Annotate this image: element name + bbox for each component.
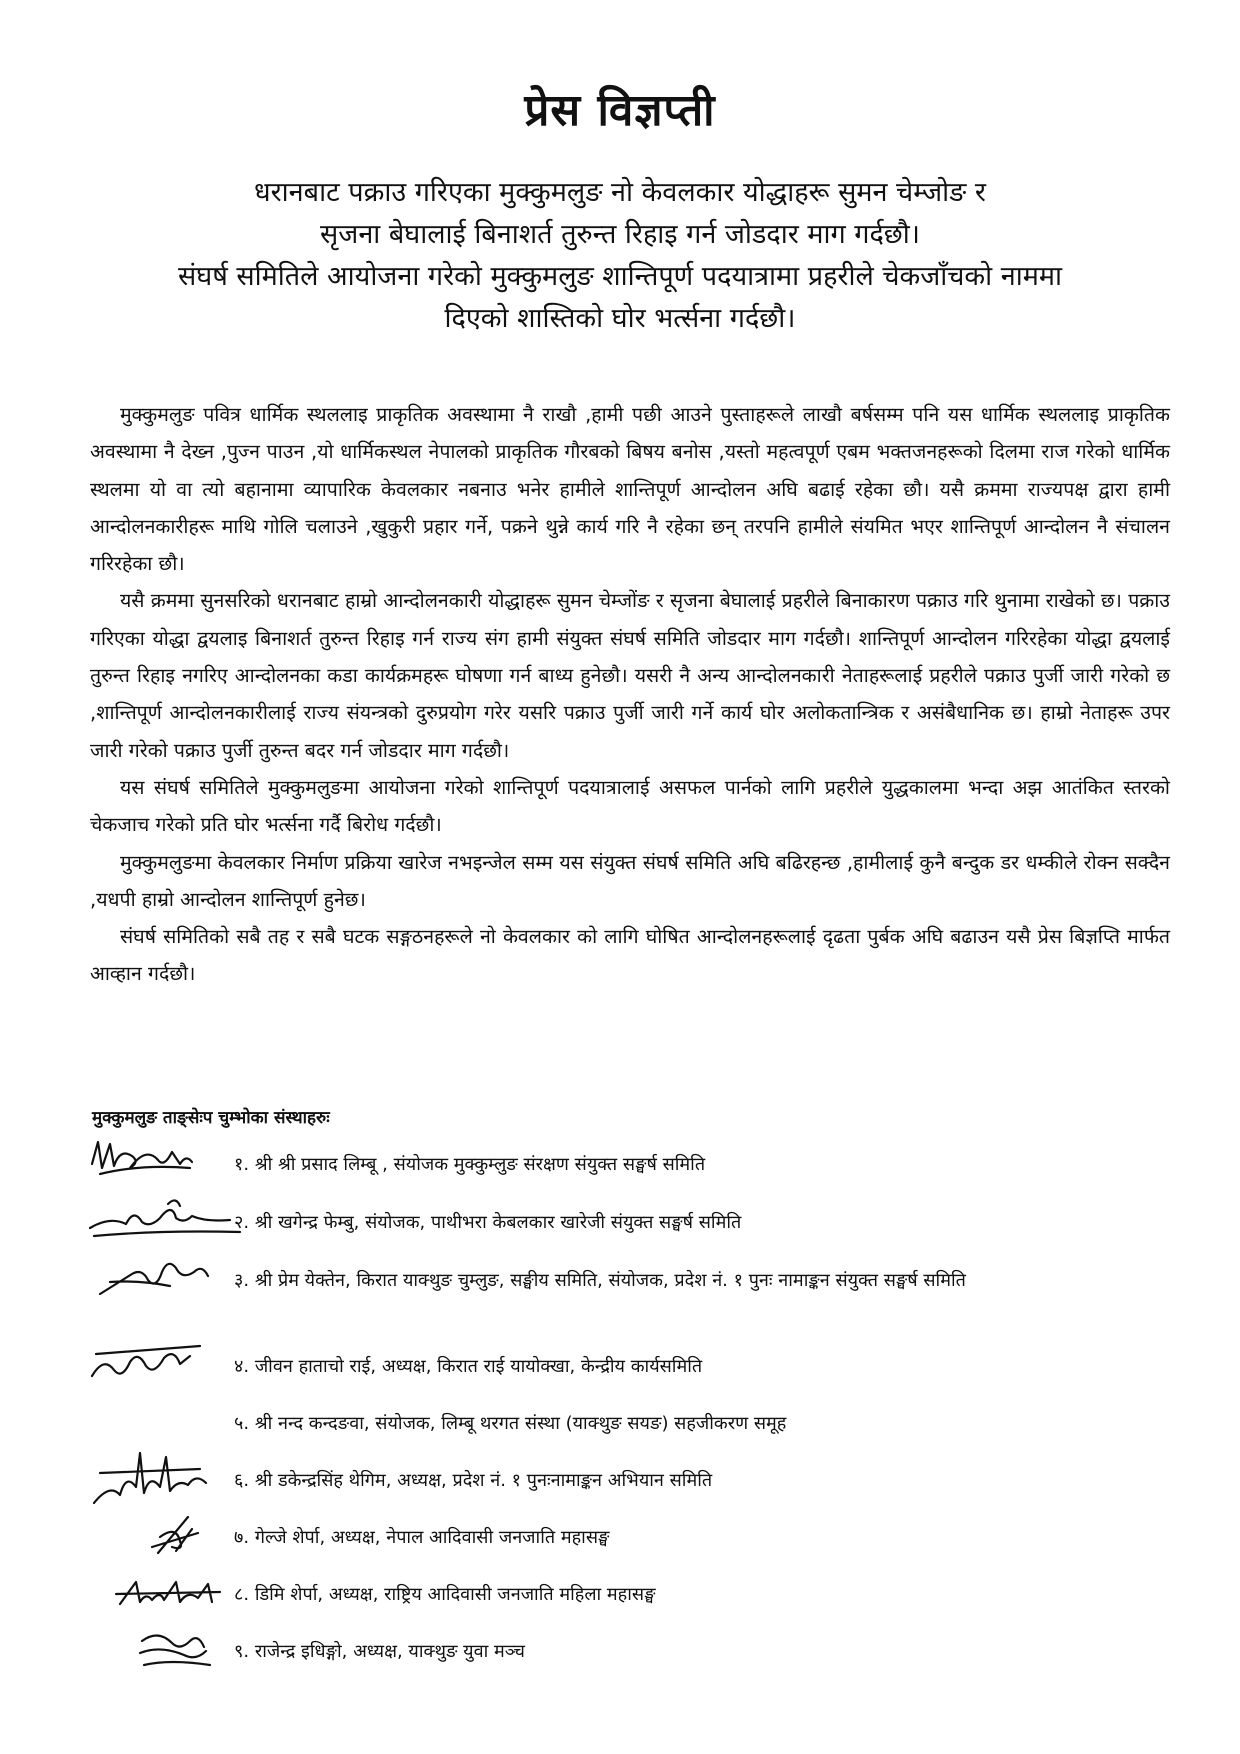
headline-line: दिएको शास्तिको घोर भर्त्सना गर्दछौ। bbox=[444, 303, 796, 334]
signatory-row bbox=[80, 1639, 1180, 1695]
signatory-number: ८. bbox=[234, 1584, 250, 1605]
signatory-text bbox=[234, 1210, 1114, 1236]
signatory-row bbox=[80, 1582, 1180, 1638]
signature-image bbox=[80, 1134, 250, 1186]
signatory-row bbox=[80, 1525, 1180, 1581]
signature-image bbox=[80, 1621, 250, 1673]
signatory-number: २. bbox=[234, 1212, 250, 1233]
headline-line: धरानबाट पक्राउ गरिएका मुक्कुमलुङ नो केवलकार योद्धाहरू सुमन चेम्जोङ र bbox=[254, 177, 986, 208]
signatory-detail: डिमि शेर्पा, अध्यक्ष, राष्ट्रिय आदिवासी जनजाति महिला महासङ्घ bbox=[254, 1584, 656, 1605]
signatory-row bbox=[80, 1468, 1180, 1524]
organizations-heading: मुक्कुमलुङ ताङ्सेःप चुम्भोका संस्थाहरुः bbox=[92, 1108, 330, 1128]
signature-image bbox=[80, 1564, 250, 1616]
signatory-number: ४. bbox=[234, 1356, 250, 1377]
signatory-detail: श्री खगेन्द्र फेम्बु, संयोजक, पाथीभरा केबलकार खारेजी संयुक्त सङ्घर्ष समिति bbox=[254, 1212, 742, 1233]
signatory-row bbox=[80, 1210, 1180, 1266]
body-paragraph: मुक्कुमलुङ पवित्र धार्मिक स्थललाइ प्राकृतिक अवस्थामा नै राखौ ,हामी पछी आउने पुस्ताहरूले लाखौ बर्षसम्म पनि यस धार्मिक स्थललाइ प्राकृतिक अवस्थामा नै देख्न ,पुज्न पाउन ,यो धार्मिकस्थल नेपालको प्राकृतिक गौरबको बिषय बनोस ,यस्तो महत्वपूर्ण एबम भक्तजनहरूको दिलमा राज गरेको धार्मिक स्थलमा यो वा त्यो बहानामा व्यापारिक केवलकार नबनाउ भनेर हामीले शान्तिपूर्ण आन्दोलन अघि बढाई रहेका छौ। यसै क्रममा राज्यपक्ष द्वारा हामी आन्दोलनकारीहरू माथि गोलि चलाउने ,खुकुरी प्रहार गर्ने, पक्रने थुन्ने कार्य गरि नै रहेका छन् तरपनि हामीले संयमित भएर शान्तिपूर्ण आन्दोलन नै संचालन गरिरहेका छौ। bbox=[90, 403, 1170, 576]
signatory-number: ९. bbox=[234, 1641, 250, 1662]
signatory-number: ७. bbox=[234, 1527, 250, 1548]
signatory-row bbox=[80, 1354, 1180, 1410]
signatory-text bbox=[234, 1582, 1114, 1608]
signatory-detail: श्री प्रेम येक्तेन, किरात याक्थुङ चुम्लुङ, सङ्घीय समिति, संयोजक, प्रदेश नं. १ पुनः नामाङ्कन संयुक्त सङ्घर्ष समिति bbox=[254, 1270, 966, 1291]
signatory-detail: राजेन्द्र इधिङ्गो, अध्यक्ष, याक्थुङ युवा मञ्च bbox=[254, 1641, 525, 1662]
signatory-text bbox=[234, 1411, 1114, 1437]
headline-line: सृजना बेघालाई बिनाशर्त तुरुन्त रिहाइ गर्न जोडदार माग गर्दछौ। bbox=[320, 219, 920, 250]
signatory-text bbox=[234, 1152, 1114, 1178]
headline bbox=[70, 172, 1170, 340]
signatory-text bbox=[234, 1639, 1114, 1665]
signatory-detail: श्री श्री प्रसाद लिम्बू , संयोजक मुक्कुम्लुङ संरक्षण संयुक्त सङ्घर्ष समिति bbox=[254, 1154, 706, 1175]
signatory-text bbox=[234, 1268, 1114, 1294]
body-paragraph: संघर्ष समितिको सबै तह र सबै घटक सङ्गठनहरूले नो केवलकार को लागि घोषित आन्दोलनहरूलाई दृढता पुर्बक अघि बढाउन यसै प्रेस बिज्ञप्ति मार्फत आव्हान गर्दछौ। bbox=[90, 925, 1170, 986]
signatory-number: ६. bbox=[234, 1470, 250, 1491]
signatory-number: ५. bbox=[234, 1413, 250, 1434]
signature-image bbox=[80, 1250, 250, 1302]
signatory-row bbox=[80, 1268, 1180, 1324]
signatory-row bbox=[80, 1152, 1180, 1208]
signatory-row bbox=[80, 1411, 1180, 1467]
signature-image bbox=[80, 1507, 250, 1559]
signature-image bbox=[80, 1192, 250, 1244]
body-text bbox=[90, 396, 1170, 993]
signatory-detail: गेल्जे शेर्पा, अध्यक्ष, नेपाल आदिवासी जनजाति महासङ्घ bbox=[254, 1527, 610, 1548]
signature-image bbox=[80, 1336, 250, 1388]
body-paragraph: यस संघर्ष समितिले मुक्कुमलुङमा आयोजना गरेको शान्तिपूर्ण पदयात्रालाई असफल पार्नको लागि प्रहरीले युद्धकालमा भन्दा अझ आतंकित स्तरको चेकजाच गरेको प्रति घोर भर्त्सना गर्दै बिरोध गर्दछौ। bbox=[90, 775, 1170, 837]
body-paragraph: यसै क्रममा सुनसरिको धरानबाट हाम्रो आन्दोलनकारी योद्धाहरू सुमन चेम्जोंङ र सृजना बेघालाई प्रहरीले बिनाकारण पक्राउ गरि थुनामा राखेको छ। पक्राउ गरिएका योद्धा द्वयलाइ बिनाशर्त तुरुन्त रिहाइ गर्न राज्य संग हामी संयुक्त संघर्ष समिति जोडदार माग गर्दछौ। शान्तिपूर्ण आन्दोलन गरिरहेका योद्धा द्वयलाई तुरुन्त रिहाइ नगरिए आन्दोलनका कडा कार्यक्रमहरू घोषणा गर्न बाध्य हुनेछौ। यसरी नै अन्य आन्दोलनकारी नेताहरूलाई प्रहरीले पक्राउ पुर्जी जारी गरेको छ ,शान्तिपूर्ण आन्दोलनकारीलाई राज्य संयन्त्रको दुरुप्रयोग गरेर यसरि पक्राउ पुर्जी जारी गर्ने कार्य घोर अलोकतान्त्रिक र असंबैधानिक छ। हाम्रो नेताहरू उपर जारी गरेको पक्राउ पुर्जी तुरुन्त बदर गर्न जोडदार माग गर्दछौ। bbox=[90, 589, 1171, 762]
signatory-detail: जीवन हाताचो राई, अध्यक्ष, किरात राई यायोक्खा, केन्द्रीय कार्यसमिति bbox=[254, 1356, 703, 1377]
headline-line: संघर्ष समितिले आयोजना गरेको मुक्कुमलुङ शान्तिपूर्ण पदयात्रामा प्रहरीले चेकजाँचको नाममा bbox=[178, 261, 1062, 292]
signatory-detail: श्री डकेन्द्रसिंह थेगिम, अध्यक्ष, प्रदेश नं. १ पुनःनामाङ्कन अभियान समिति bbox=[254, 1470, 713, 1491]
signatory-text bbox=[234, 1525, 1114, 1551]
signatory-number: १. bbox=[234, 1154, 250, 1175]
signatory-number: ३. bbox=[234, 1270, 250, 1291]
signatory-text bbox=[234, 1468, 1114, 1494]
signatory-text bbox=[234, 1354, 1114, 1380]
signature-image bbox=[80, 1434, 250, 1504]
body-paragraph: मुक्कुमलुङमा केवलकार निर्माण प्रक्रिया खारेज नभइन्जेल सम्म यस संयुक्त संघर्ष समिति अघि बढिरहन्छ ,हामीलाई कुनै बन्दुक डर धम्कीले रोक्न सक्दैन ,यधपी हाम्रो आन्दोलन शान्तिपूर्ण हुनेछ। bbox=[90, 850, 1170, 911]
signatory-detail: श्री नन्द कन्दङवा, संयोजक, लिम्बू थरगत संस्था (याक्थुङ सयङ) सहजीकरण समूह bbox=[254, 1413, 787, 1434]
page-title: प्रेस विज्ञप्ती bbox=[524, 85, 716, 136]
